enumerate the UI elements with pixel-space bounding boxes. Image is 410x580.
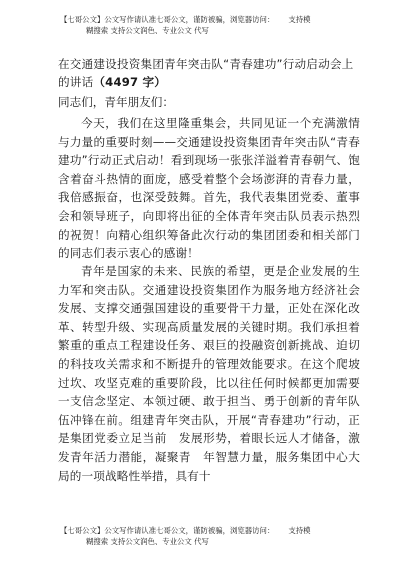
banner-line-1 bbox=[60, 14, 360, 25]
footer-watermark-banner bbox=[60, 525, 360, 547]
banner-text-tail: 支持模 bbox=[288, 15, 311, 24]
banner-text: 【七哥公文】公文写作请认准七哥公文，谨防被骗，浏览器访问： bbox=[60, 526, 275, 535]
banner-line-2: 糊搜索 支持公文润色、专业公文 代写 bbox=[86, 537, 209, 546]
banner-text: 【七哥公文】公文写作请认准七哥公文，谨防被骗，浏览器访问： bbox=[60, 15, 275, 24]
banner-text-tail: 支持模 bbox=[288, 526, 311, 535]
document-title bbox=[58, 55, 363, 91]
header-watermark-banner bbox=[60, 14, 360, 36]
title-text: 在交通建设投资集团青年突击队“青春建功”行动启动会上的讲话 bbox=[58, 57, 354, 89]
body-paragraph: 今天，我们在这里隆重集会，共同见证一个充满激情与力量的重要时刻——交通建设投资集团青年突击队“青春建功”行动正式启动！看到现场一张张洋溢着青春朝气、饱含着奋斗热情的面庞，感受着整个会场澎湃的青春力量，我倍感振奋，也深受鼓舞。首先，我代表集团党委、董事会和领导班子，向即将出征的全体青年突击队员表示热烈的祝贺！向精心组织筹备此次行动的集团团委和相关部门的同志们表示衷心的感谢！ bbox=[58, 116, 360, 261]
word-count: （4497 字） bbox=[93, 75, 167, 89]
salutation: 同志们，青年朋友们： bbox=[58, 95, 174, 109]
banner-line-1 bbox=[60, 525, 360, 536]
banner-line-2: 糊搜索 支持公文润色、专业公文 代写 bbox=[86, 26, 209, 35]
body-paragraph: 青年是国家的未来、民族的希望，更是企业发展的生力军和突击队。交通建设投资集团作为服务地方经济社会发展、支撑交通强国建设的重要骨干力量，正处在深化改革、转型升级、实现高质量发展的关键时期。我们承担着繁重的重点工程建设任务、艰巨的投融资创新挑战、迫切的科技攻关需求和不断提升的管理效能要求。在这个爬坡过坎、攻坚克难的重要阶段，比以往任何时候都更加需要一支信念坚定、本领过硬、敢于担当、勇于创新的青年队伍冲锋在前。组建青年突击队，开展“青春建功”行动，正是集团党委立足当前 发展形势，着眼长远人才储备，激发青年活力潜能，凝聚青 年智慧力量，服务集团中心大局的一项战略性举措，具有十 bbox=[58, 264, 360, 483]
